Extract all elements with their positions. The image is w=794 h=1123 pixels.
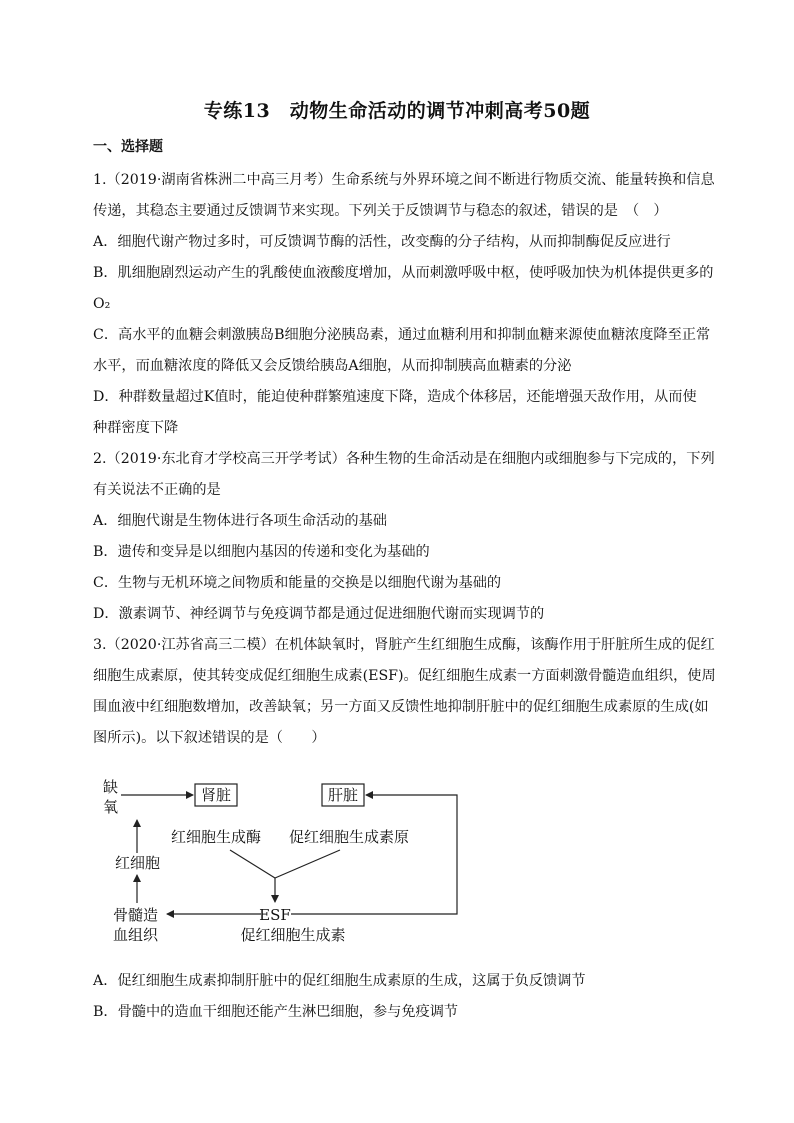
enzyme-to-junction-line bbox=[230, 850, 275, 878]
q1-option-b-line1: B．肌细胞剧烈运动产生的乳酸使血液酸度增加，从而刺激呼吸中枢，使呼吸加快为机体提供更多的 bbox=[93, 265, 714, 281]
q1-option-d-line2: 种群密度下降 bbox=[93, 420, 179, 436]
q1-option-d-line1: D．种群数量超过K值时，能迫使种群繁殖速度下降，造成个体移居，还能增强天敌作用，从而使 bbox=[93, 389, 697, 405]
q2-option-c: C．生物与无机环境之间物质和能量的交换是以细胞代谢为基础的 bbox=[93, 575, 502, 591]
section-heading: 一、选择题 bbox=[93, 139, 163, 155]
marrow-label-1: 骨髓造 bbox=[113, 906, 159, 924]
liver-label: 肝脏 bbox=[327, 786, 359, 804]
q2-option-b: B．遗传和变异是以细胞内基因的传递和变化为基础的 bbox=[93, 544, 430, 560]
kidney-label: 肾脏 bbox=[200, 786, 232, 804]
q1-stem-line1: 1.（2019·湖南省株洲二中高三月考）生命系统与外界环境之间不断进行物质交流、能量转换和信息 bbox=[93, 172, 715, 188]
q1-option-b-line2: O₂ bbox=[93, 296, 111, 312]
rbc-label: 红细胞 bbox=[115, 854, 161, 872]
esf-name-label: 促红细胞生成素 bbox=[240, 926, 346, 944]
q3-stem-line2: 细胞生成素原，使其转变成促红细胞生成素(ESF)。促红细胞生成素一方面刺激骨髓造血组织，使周 bbox=[93, 668, 716, 684]
esf-regulation-diagram bbox=[95, 770, 475, 950]
precursor-label: 促红细胞生成素原 bbox=[289, 828, 410, 846]
enzyme-label: 红细胞生成酶 bbox=[171, 828, 262, 846]
esf-feedback-to-liver-arrow bbox=[291, 795, 457, 914]
q2-option-a: A．细胞代谢是生物体进行各项生命活动的基础 bbox=[93, 513, 387, 529]
q1-option-a: A．细胞代谢产物过多时，可反馈调节酶的活性，改变酶的分子结构，从而抑制酶促反应进行 bbox=[93, 234, 671, 250]
q3-stem-line1: 3.（2020·江苏省高三二模）在机体缺氧时，肾脏产生红细胞生成酶，该酶作用于肝脏所生成的促红 bbox=[93, 637, 715, 653]
q3-stem-line3: 围血液中红细胞数增加，改善缺氧；另一方面又反馈性地抑制肝脏中的促红细胞生成素原的生成(如 bbox=[93, 699, 709, 715]
q1-option-c-line2: 水平，而血糖浓度的降低又会反馈给胰岛A细胞，从而抑制胰高血糖素的分泌 bbox=[93, 358, 572, 374]
q1-option-c-line1: C．高水平的血糖会刺激胰岛B细胞分泌胰岛素，通过血糖利用和抑制血糖来源使血糖浓度降至正常 bbox=[93, 327, 711, 343]
q2-stem-line1: 2.（2019·东北育才学校高三开学考试）各种生物的生命活动是在细胞内或细胞参与下完成的，下列 bbox=[93, 451, 715, 467]
q3-stem-line4: 图所示)。以下叙述错误的是（ ） bbox=[93, 730, 326, 746]
hypoxia-label-1: 缺 bbox=[103, 778, 119, 796]
q3-option-a: A．促红细胞生成素抑制肝脏中的促红细胞生成素原的生成，这属于负反馈调节 bbox=[93, 973, 586, 989]
marrow-label-2: 血组织 bbox=[113, 926, 159, 944]
q3-option-b: B．骨髓中的造血干细胞还能产生淋巴细胞，参与免疫调节 bbox=[93, 1004, 459, 1020]
q1-stem-line2: 传递，其稳态主要通过反馈调节来实现。下列关于反馈调节与稳态的叙述，错误的是 （ ） bbox=[93, 203, 668, 219]
page-title: 专练13 动物生命活动的调节冲刺高考50题 bbox=[203, 100, 591, 122]
precursor-to-junction-line bbox=[275, 850, 340, 878]
esf-label: ESF bbox=[259, 906, 291, 924]
q2-stem-line2: 有关说法不正确的是 bbox=[93, 482, 221, 498]
q2-option-d: D．激素调节、神经调节与免疫调节都是通过促进细胞代谢而实现调节的 bbox=[93, 606, 545, 622]
hypoxia-label-2: 氧 bbox=[103, 798, 119, 816]
